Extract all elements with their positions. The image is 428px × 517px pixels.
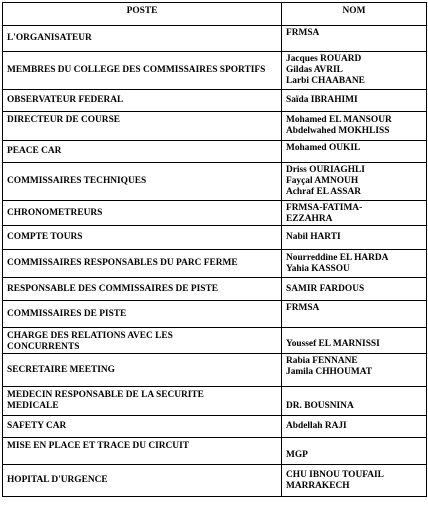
table-row <box>3 465 427 497</box>
poste-cell: CHRONOMETREURS <box>3 201 282 226</box>
nom-cell: FRMSA <box>282 301 427 328</box>
table-row <box>3 354 427 387</box>
table-row <box>3 52 427 90</box>
table-row <box>3 201 427 226</box>
poste-cell: MEDECIN RESPONSABLE DE LA SECURITE MEDICALE <box>3 387 282 416</box>
table-row <box>3 250 427 278</box>
nom-cell: Rabia FENNANE Jamila CHHOUMAT <box>282 354 427 387</box>
table-row <box>3 226 427 250</box>
nom-cell: Jacques ROUARD Gildas AVRIL Larbi CHAABANE <box>282 52 427 90</box>
table-row <box>3 328 427 354</box>
table-row <box>3 163 427 201</box>
table-row <box>3 26 427 52</box>
poste-cell: MISE EN PLACE ET TRACE DU CIRCUIT <box>3 438 282 465</box>
table-header-row <box>3 3 427 26</box>
nom-cell: Youssef EL MARNISSI <box>282 328 427 354</box>
nom-cell: Nourreddine EL HARDA Yahia KASSOU <box>282 250 427 278</box>
nom-cell: DR. BOUSNINA <box>282 387 427 416</box>
poste-cell: COMPTE TOURS <box>3 226 282 250</box>
nom-cell: CHU IBNOU TOUFAIL MARRAKECH <box>282 465 427 497</box>
table-row <box>3 301 427 328</box>
nom-cell: FRMSA-FATIMA- EZZAHRA <box>282 201 427 226</box>
poste-cell: L'ORGANISATEUR <box>3 26 282 52</box>
column-header-poste: POSTE <box>3 3 282 26</box>
poste-cell: PEACE CAR <box>3 141 282 163</box>
nom-cell: SAMIR FARDOUS <box>282 278 427 301</box>
officials-table <box>2 2 427 497</box>
poste-cell: COMMISSAIRES TECHNIQUES <box>3 163 282 201</box>
poste-cell: OBSERVATEUR FEDERAL <box>3 90 282 112</box>
table-row <box>3 141 427 163</box>
poste-cell: SAFETY CAR <box>3 416 282 438</box>
nom-cell: Mohamed OUKIL <box>282 141 427 163</box>
poste-cell: SECRETAIRE MEETING <box>3 354 282 387</box>
table-row <box>3 387 427 416</box>
table-row <box>3 438 427 465</box>
poste-cell: HOPITAL D'URGENCE <box>3 465 282 497</box>
table-row <box>3 278 427 301</box>
nom-cell: Abdellah RAJI <box>282 416 427 438</box>
table-row <box>3 416 427 438</box>
table-row <box>3 90 427 112</box>
poste-cell: MEMBRES DU COLLEGE DES COMMISSAIRES SPORTIFS <box>3 52 282 90</box>
column-header-nom: NOM <box>282 3 427 26</box>
nom-cell: FRMSA <box>282 26 427 52</box>
nom-cell: Nabil HARTI <box>282 226 427 250</box>
poste-cell: COMMISSAIRES RESPONSABLES DU PARC FERME <box>3 250 282 278</box>
poste-cell: RESPONSABLE DES COMMISSAIRES DE PISTE <box>3 278 282 301</box>
table-row <box>3 112 427 141</box>
poste-cell: COMMISSAIRES DE PISTE <box>3 301 282 328</box>
nom-cell: Mohamed EL MANSOUR Abdelwahed MOKHLISS <box>282 112 427 141</box>
poste-cell: DIRECTEUR DE COURSE <box>3 112 282 141</box>
poste-cell: CHARGE DES RELATIONS AVEC LES CONCURRENTS <box>3 328 282 354</box>
nom-cell: Saïda IBRAHIMI <box>282 90 427 112</box>
nom-cell: MGP <box>282 438 427 465</box>
nom-cell: Driss OURIAGHLI Fayçal AMNOUH Achraf EL ASSAR <box>282 163 427 201</box>
